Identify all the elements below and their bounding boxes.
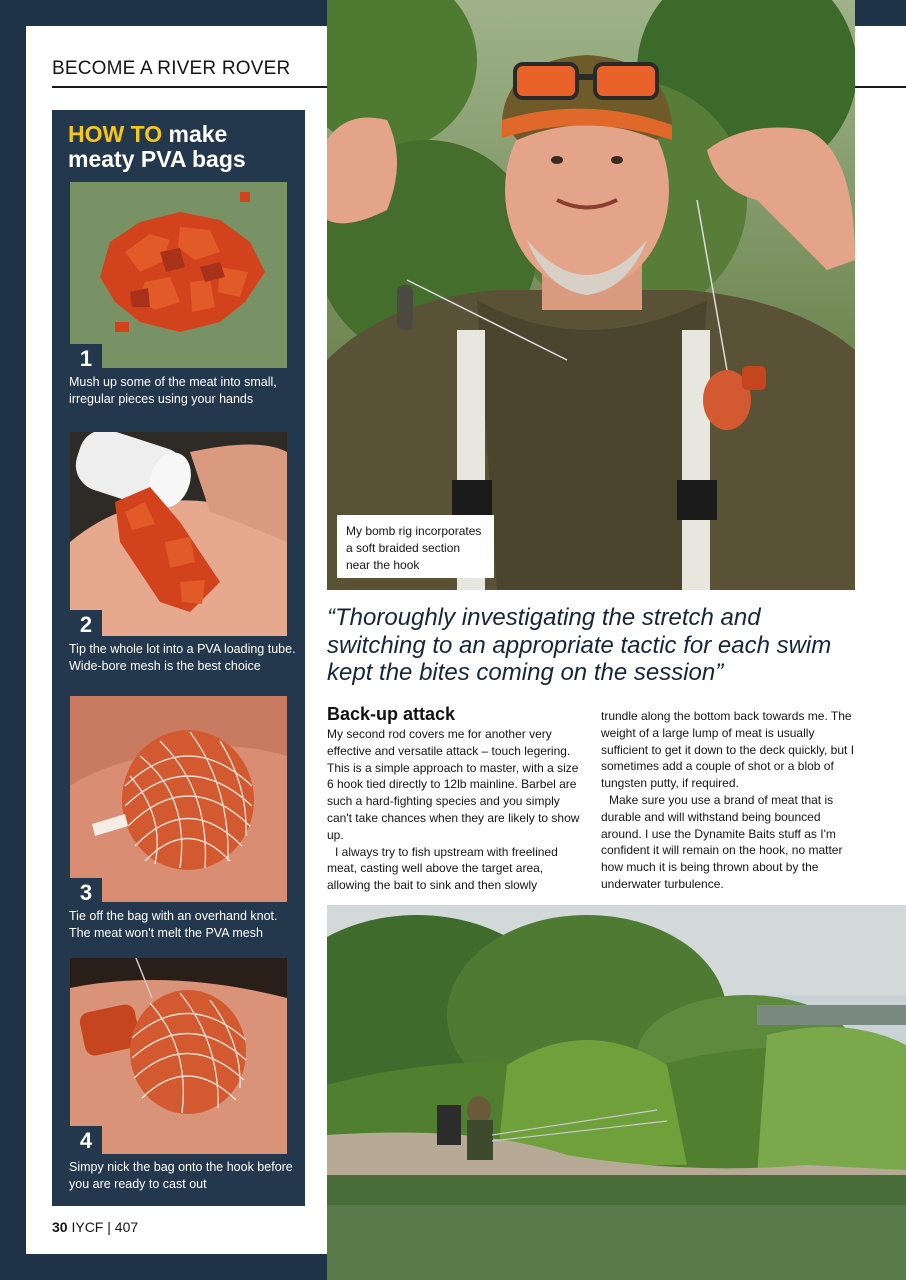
step-2-number: 2 <box>70 610 102 638</box>
page-frame-top-right <box>855 0 906 26</box>
step-3-number: 3 <box>70 878 102 906</box>
step-3-photo <box>70 696 287 902</box>
section-label: BECOME A RIVER ROVER <box>52 58 291 79</box>
article-paragraph: I always try to fish upstream with freelined meat, casting well above the target area, allowing the bait to sink and then slowly <box>327 844 558 893</box>
how-to-title <box>68 122 298 172</box>
hero-caption: My bomb rig incorporates a soft braided section near the hook <box>337 515 494 578</box>
article-paragraph: trundle along the bottom back towards me. The weight of a large lump of meat is usually sufficient to get it down to the deck quickly, but I sometimes add a couple of shot or a blob of tungsten putty, if required. <box>601 709 855 791</box>
pull-quote: “Thoroughly investigating the stretch and switching to an appropriate tactic for each swim kept the bites coming on the session” <box>327 604 832 686</box>
step-4-photo <box>70 958 287 1154</box>
step-4-number: 4 <box>70 1126 102 1154</box>
magazine-name: IYCF <box>71 1219 104 1235</box>
how-to-title-accent: HOW TO <box>68 121 163 147</box>
page-frame-bottom <box>0 1254 327 1280</box>
step-4-caption: Simpy nick the bag onto the hook before you are ready to cast out <box>69 1160 293 1191</box>
step-1-caption: Mush up some of the meat into small, irregular pieces using your hands <box>69 375 277 406</box>
article-paragraph: Make sure you use a brand of meat that is durable and will withstand being bounced around. I use the Dynamite Baits stuff as I'm confident it will remain on the hook, no matter how much it is being thrown about by the underwater turbulence. <box>601 792 843 891</box>
article-paragraph: My second rod covers me for another very effective and versatile attack – touch legering. This is a simple approach to master, with a size 6 hook tied directly to 12lb mainline. Barbel are such a hard-fighting species and you simply can't take chances when they are likely to show up. <box>327 727 580 842</box>
article-column-2 <box>601 708 859 893</box>
step-2-photo <box>70 432 287 636</box>
page-frame-top <box>0 0 327 26</box>
article-column-1 <box>327 704 585 894</box>
folio-separator: | <box>107 1219 111 1235</box>
article-subhead: Back-up attack <box>327 704 456 724</box>
how-to-title-rest: make <box>168 121 228 147</box>
section-rule <box>52 86 327 88</box>
section-rule-right <box>855 86 906 88</box>
how-to-title-line2: meaty PVA bags <box>68 146 246 172</box>
step-3-caption: Tie off the bag with an overhand knot. The meat won't melt the PVA mesh <box>69 909 278 940</box>
river-photo <box>327 905 906 1280</box>
hero-photo <box>327 0 855 590</box>
step-1-photo <box>70 182 287 368</box>
issue-number: 407 <box>114 1219 139 1235</box>
page-frame-left <box>0 0 26 1280</box>
page-folio <box>52 1219 138 1235</box>
step-2-caption: Tip the whole lot into a PVA loading tube. Wide-bore mesh is the best choice <box>69 642 296 673</box>
page-number: 30 <box>52 1219 68 1235</box>
step-1-number: 1 <box>70 344 102 372</box>
how-to-panel <box>52 110 305 1206</box>
